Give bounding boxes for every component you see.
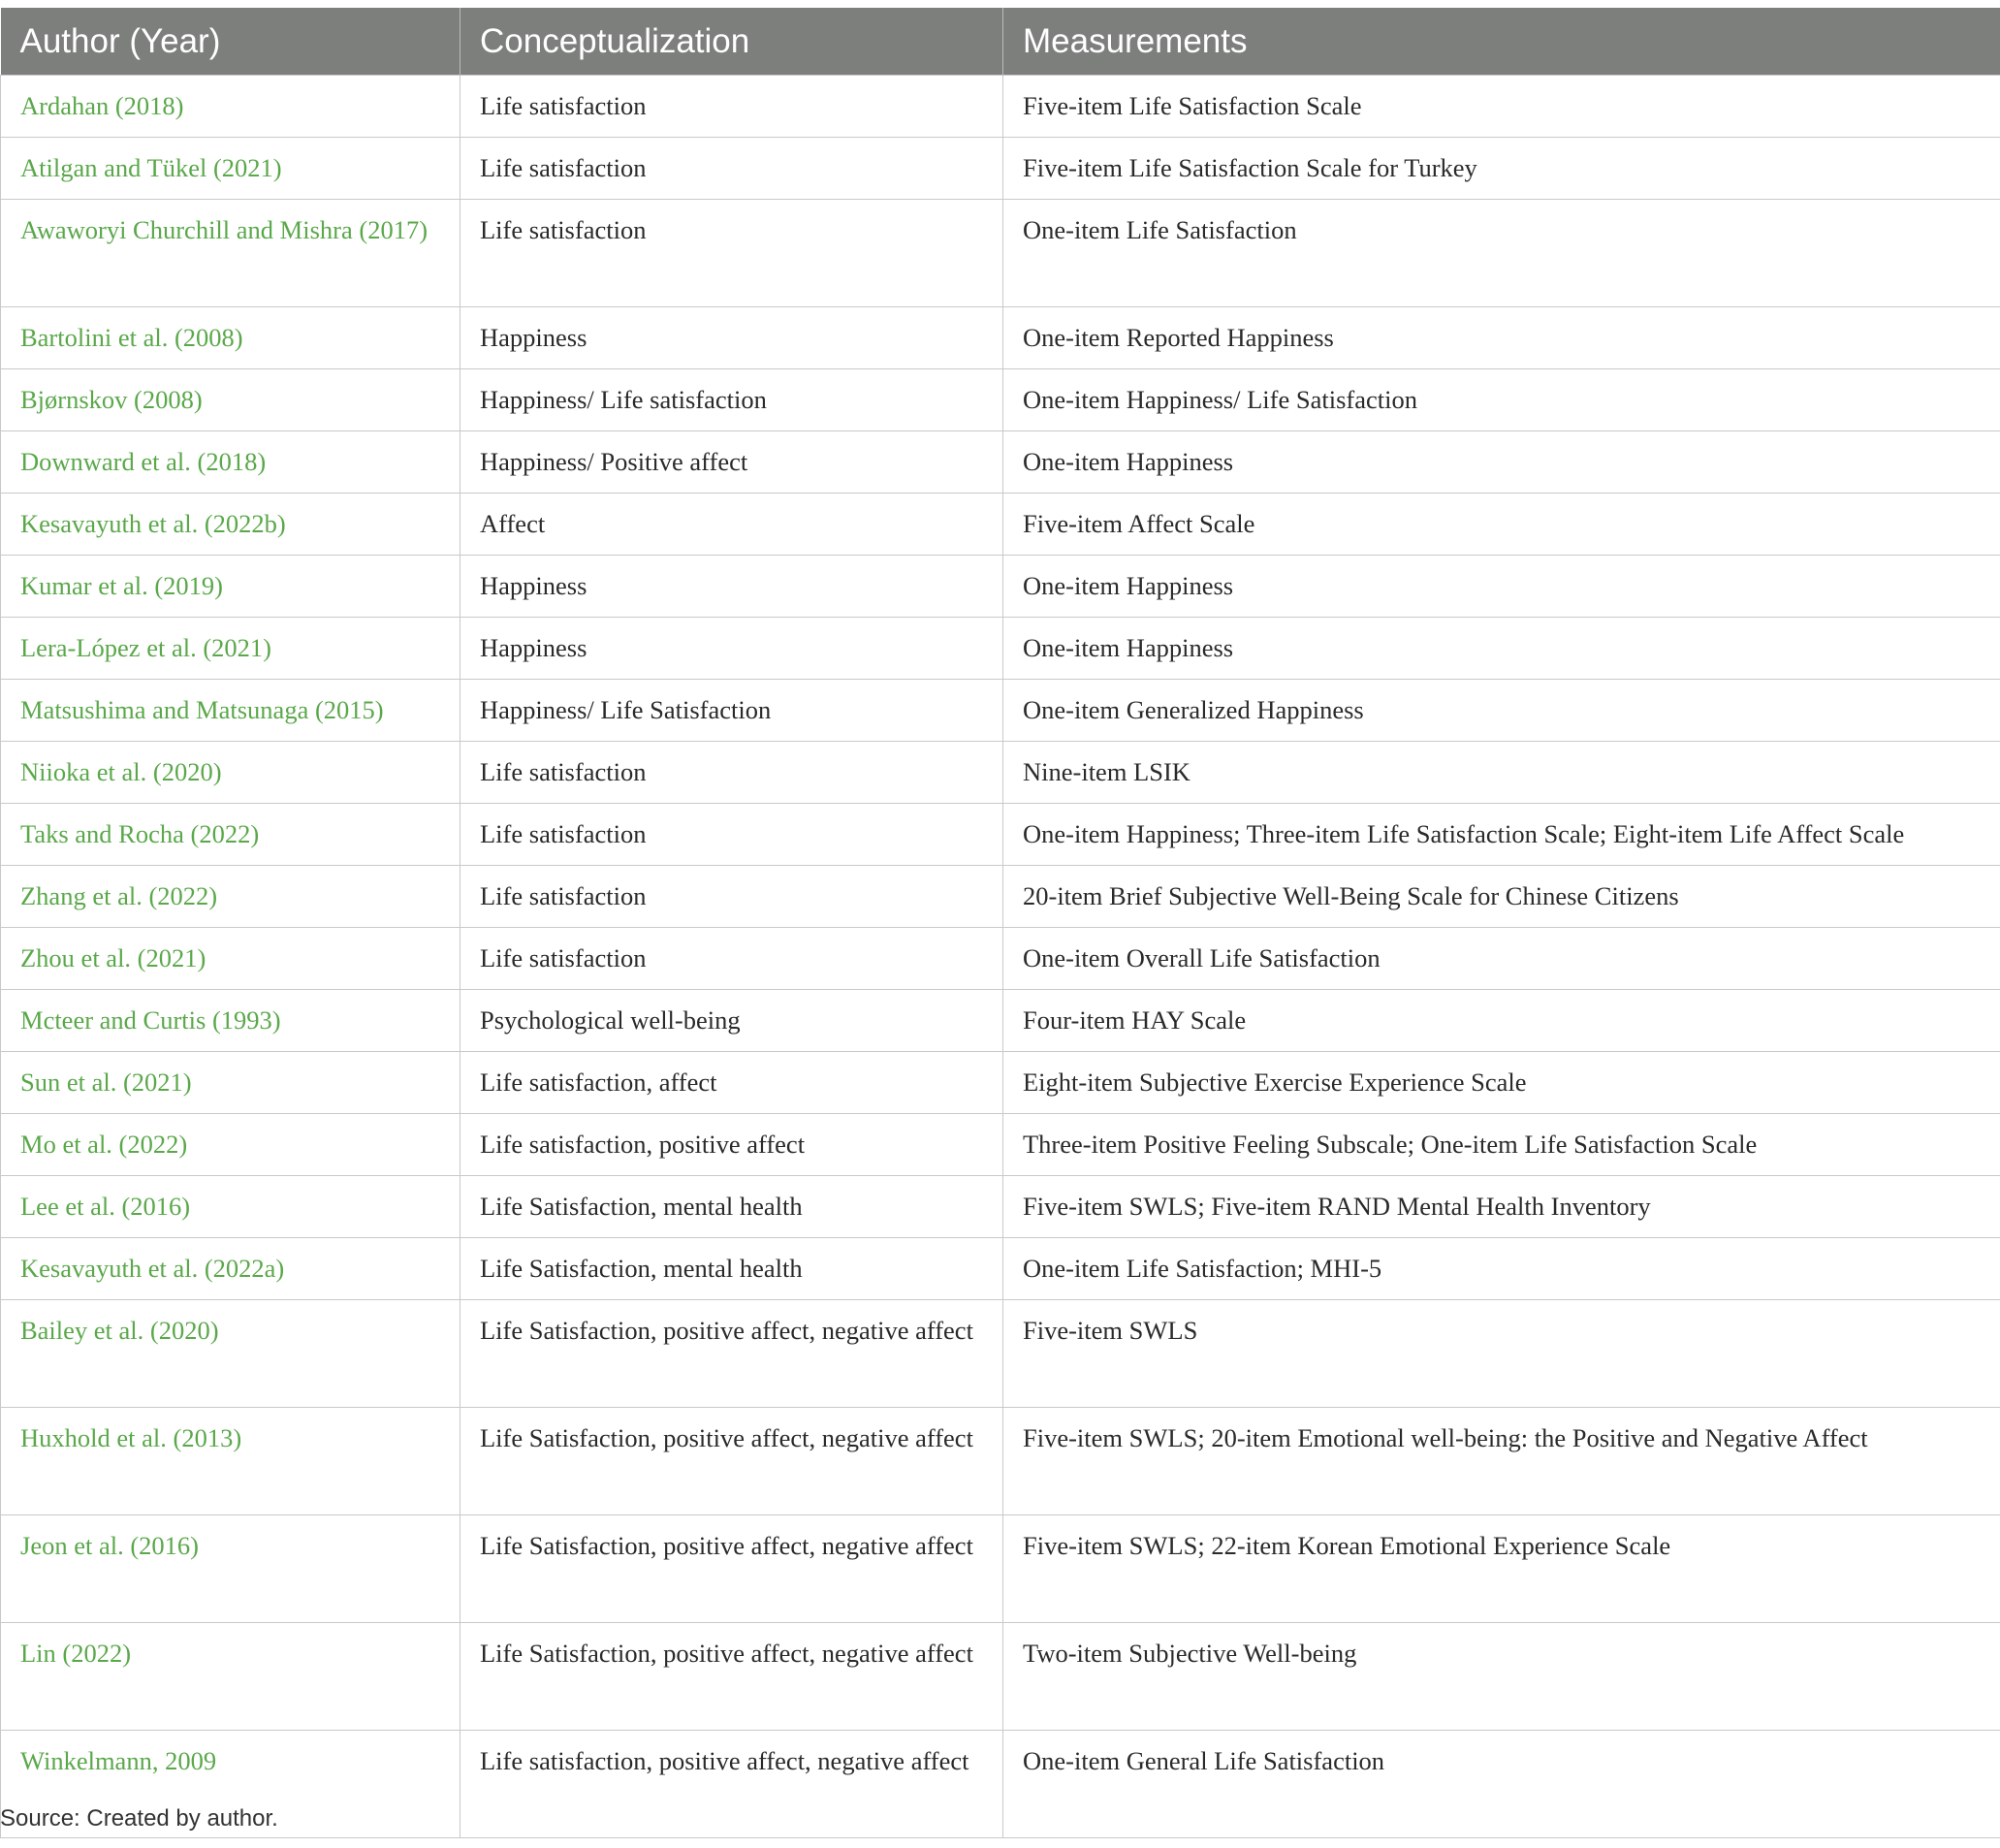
table-body [1,76,2000,1838]
author-citation-link[interactable]: Matsushima and Matsunaga (2015) [1,680,460,742]
table-row [1,1176,2000,1238]
author-citation-link[interactable]: Bartolini et al. (2008) [1,307,460,369]
author-citation-link[interactable]: Niioka et al. (2020) [1,742,460,804]
author-citation-link[interactable]: Bailey et al. (2020) [1,1300,460,1408]
source-note: Source: Created by author. [0,1805,278,1832]
conceptualization-cell: Life Satisfaction, mental health [460,1176,1003,1238]
measurements-cell: Eight-item Subjective Exercise Experience Scale [1003,1052,2000,1114]
conceptualization-cell: Happiness/ Life satisfaction [460,369,1003,431]
measurements-cell: 20-item Brief Subjective Well-Being Scale for Chinese Citizens [1003,866,2000,928]
conceptualization-cell: Life satisfaction [460,76,1003,138]
author-citation-link[interactable]: Lee et al. (2016) [1,1176,460,1238]
measurements-cell: Nine-item LSIK [1003,742,2000,804]
conceptualization-cell: Life Satisfaction, positive affect, negative affect [460,1515,1003,1623]
conceptualization-cell: Happiness [460,307,1003,369]
author-citation-link[interactable]: Kumar et al. (2019) [1,556,460,618]
table-header [1,8,2000,76]
column-header-author: Author (Year) [1,8,460,76]
measurements-cell: Five-item Affect Scale [1003,494,2000,556]
conceptualization-cell: Life Satisfaction, mental health [460,1238,1003,1300]
table-row [1,138,2000,200]
measurements-cell: One-item Overall Life Satisfaction [1003,928,2000,990]
author-citation-link[interactable]: Zhang et al. (2022) [1,866,460,928]
conceptualization-cell: Life satisfaction [460,742,1003,804]
measurements-cell: Four-item HAY Scale [1003,990,2000,1052]
table-row [1,680,2000,742]
studies-table [0,8,2000,1838]
table-row [1,1623,2000,1731]
author-citation-link[interactable]: Mcteer and Curtis (1993) [1,990,460,1052]
measurements-cell: One-item General Life Satisfaction [1003,1731,2000,1838]
author-citation-link[interactable]: Kesavayuth et al. (2022a) [1,1238,460,1300]
measurements-cell: One-item Happiness [1003,431,2000,494]
conceptualization-cell: Life satisfaction [460,928,1003,990]
author-citation-link[interactable]: Lera-López et al. (2021) [1,618,460,680]
author-citation-link[interactable]: Kesavayuth et al. (2022b) [1,494,460,556]
measurements-cell: Three-item Positive Feeling Subscale; One-item Life Satisfaction Scale [1003,1114,2000,1176]
table-row [1,1114,2000,1176]
conceptualization-cell: Psychological well-being [460,990,1003,1052]
column-header-conceptualization: Conceptualization [460,8,1003,76]
measurements-cell: One-item Happiness [1003,618,2000,680]
conceptualization-cell: Life satisfaction [460,200,1003,307]
conceptualization-cell: Life satisfaction, affect [460,1052,1003,1114]
author-citation-link[interactable]: Huxhold et al. (2013) [1,1408,460,1515]
author-citation-link[interactable]: Winkelmann, 2009 [1,1731,460,1838]
measurements-cell: Five-item SWLS; Five-item RAND Mental Health Inventory [1003,1176,2000,1238]
table-row [1,618,2000,680]
conceptualization-cell: Life Satisfaction, positive affect, negative affect [460,1623,1003,1731]
table-row [1,431,2000,494]
conceptualization-cell: Happiness [460,618,1003,680]
table-row [1,307,2000,369]
conceptualization-cell: Affect [460,494,1003,556]
table-row [1,369,2000,431]
table-row [1,1731,2000,1838]
measurements-cell: Five-item Life Satisfaction Scale [1003,76,2000,138]
conceptualization-cell: Happiness [460,556,1003,618]
measurements-cell: One-item Happiness [1003,556,2000,618]
conceptualization-cell: Life satisfaction [460,138,1003,200]
measurements-cell: One-item Life Satisfaction; MHI-5 [1003,1238,2000,1300]
conceptualization-cell: Life satisfaction, positive affect [460,1114,1003,1176]
measurements-cell: One-item Happiness; Three-item Life Satisfaction Scale; Eight-item Life Affect Scale [1003,804,2000,866]
author-citation-link[interactable]: Bjørnskov (2008) [1,369,460,431]
conceptualization-cell: Life Satisfaction, positive affect, negative affect [460,1408,1003,1515]
measurements-cell: Five-item Life Satisfaction Scale for Turkey [1003,138,2000,200]
author-citation-link[interactable]: Zhou et al. (2021) [1,928,460,990]
conceptualization-cell: Life Satisfaction, positive affect, negative affect [460,1300,1003,1408]
table-row [1,556,2000,618]
table-row [1,1052,2000,1114]
table-row [1,866,2000,928]
author-citation-link[interactable]: Downward et al. (2018) [1,431,460,494]
table-row [1,1238,2000,1300]
measurements-cell: Five-item SWLS [1003,1300,2000,1408]
conceptualization-cell: Life satisfaction [460,866,1003,928]
table-row [1,804,2000,866]
table-row [1,990,2000,1052]
author-citation-link[interactable]: Ardahan (2018) [1,76,460,138]
measurements-cell: One-item Life Satisfaction [1003,200,2000,307]
author-citation-link[interactable]: Taks and Rocha (2022) [1,804,460,866]
measurements-cell: Five-item SWLS; 22-item Korean Emotional Experience Scale [1003,1515,2000,1623]
table-row [1,742,2000,804]
author-citation-link[interactable]: Awaworyi Churchill and Mishra (2017) [1,200,460,307]
measurements-cell: Two-item Subjective Well-being [1003,1623,2000,1731]
author-citation-link[interactable]: Mo et al. (2022) [1,1114,460,1176]
author-citation-link[interactable]: Jeon et al. (2016) [1,1515,460,1623]
table-row [1,1408,2000,1515]
table-row [1,1300,2000,1408]
author-citation-link[interactable]: Sun et al. (2021) [1,1052,460,1114]
table-header-row [1,8,2000,76]
table-row [1,494,2000,556]
author-citation-link[interactable]: Lin (2022) [1,1623,460,1731]
column-header-measurements: Measurements [1003,8,2000,76]
conceptualization-cell: Life satisfaction [460,804,1003,866]
table-row [1,1515,2000,1623]
table-row [1,76,2000,138]
table-row [1,928,2000,990]
table-row [1,200,2000,307]
author-citation-link[interactable]: Atilgan and Tükel (2021) [1,138,460,200]
conceptualization-cell: Life satisfaction, positive affect, negative affect [460,1731,1003,1838]
measurements-cell: One-item Happiness/ Life Satisfaction [1003,369,2000,431]
conceptualization-cell: Happiness/ Life Satisfaction [460,680,1003,742]
measurements-cell: One-item Reported Happiness [1003,307,2000,369]
studies-table-container [0,8,2000,1838]
measurements-cell: Five-item SWLS; 20-item Emotional well-being: the Positive and Negative Affect [1003,1408,2000,1515]
measurements-cell: One-item Generalized Happiness [1003,680,2000,742]
conceptualization-cell: Happiness/ Positive affect [460,431,1003,494]
